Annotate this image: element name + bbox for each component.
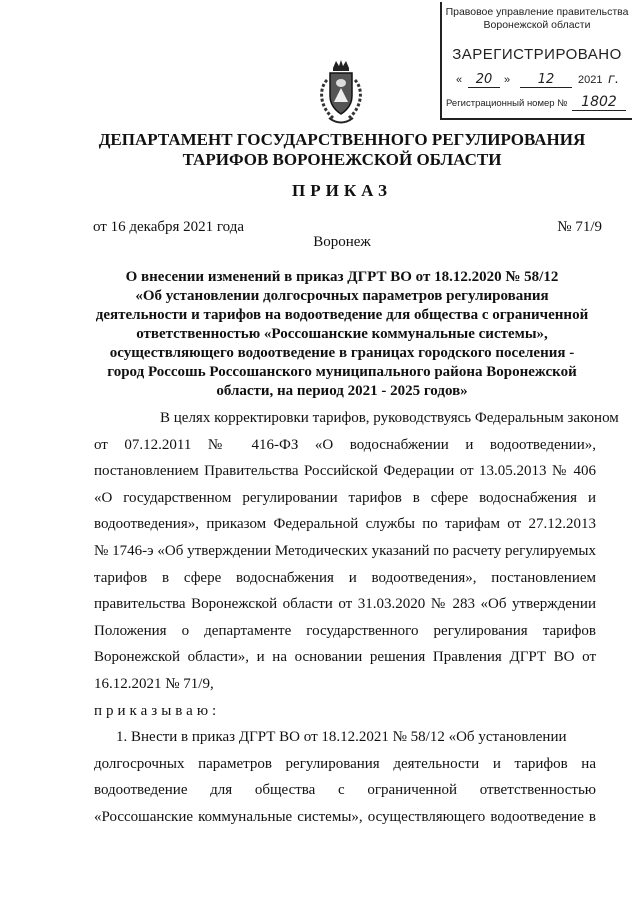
- registration-stamp: [440, 2, 632, 120]
- document-subject: [90, 268, 594, 401]
- document-city: Воронеж: [313, 234, 371, 250]
- item-1-line: «Россошанские коммунальные системы», осуществляющего водоотведение в: [94, 808, 596, 825]
- item-1-line: долгосрочных параметров регулирования деятельности и тарифов на: [94, 755, 596, 772]
- item-1-line: 1. Внести в приказ ДГРТ ВО от 18.12.2021 № 58/12 «Об установлении: [116, 729, 567, 745]
- stamp-year: 2021: [578, 74, 603, 86]
- document-number: № 71/9: [557, 219, 602, 235]
- document-date: от 16 декабря 2021 года: [93, 219, 245, 235]
- subject-line: «Об установлении долгосрочных параметров регулирования: [135, 288, 549, 304]
- stamp-org-line2: Воронежской области: [483, 19, 591, 31]
- preamble-line: постановлением Правительства Российской Федерации от 13.05.2013 № 406: [94, 463, 596, 480]
- item-1-line: водоотведение для общества с ограниченной ответственностью: [94, 782, 596, 799]
- stamp-registered-label: ЗАРЕГИСТРИРОВАНО: [452, 46, 622, 63]
- decree-word: приказываю:: [94, 702, 221, 719]
- preamble-line: правительства Воронежской области от 31.03.2020 № 283 «Об утверждении: [94, 596, 596, 613]
- coat-of-arms-icon: [313, 58, 369, 126]
- preamble-line: № 1746-э «Об утверждении Методических указаний по расчету регулируемых: [94, 542, 596, 559]
- department-title: [90, 130, 594, 170]
- department-title-line1: ДЕПАРТАМЕНТ ГОСУДАРСТВЕННОГО РЕГУЛИРОВАНИЯ: [98, 130, 586, 149]
- stamp-day: 20: [468, 72, 500, 88]
- preamble-line: от 07.12.2011 № 416-ФЗ «О водоснабжении и водоотведении»,: [94, 436, 596, 453]
- preamble-line: тарифов в сфере водоснабжения и водоотведения», постановлением: [94, 569, 596, 586]
- preamble-line: водоотведения», приказом Федеральной службы по тарифам от 27.12.2013: [94, 516, 596, 533]
- stamp-reg-label: Регистрационный номер №: [446, 98, 568, 109]
- document-type: ПРИКАЗ: [292, 181, 392, 200]
- preamble-line: В целях корректировки тарифов, руководствуясь Федеральным законом: [160, 410, 619, 426]
- subject-line: О внесении изменений в приказ ДГРТ ВО от 18.12.2020 № 58/12: [125, 269, 559, 285]
- subject-line: ответственностью «Россошанские коммунальные системы»,: [136, 326, 548, 342]
- subject-line: деятельности и тарифов на водоотведение для общества с ограниченной: [95, 307, 589, 323]
- stamp-reg-number-row: [446, 94, 630, 114]
- preamble-line: 16.12.2021 № 71/9,: [94, 675, 214, 692]
- stamp-month: 12: [520, 72, 572, 88]
- subject-line: области, на период 2021 - 2025 годов»: [216, 383, 468, 399]
- preamble-line: «О государственном регулировании тарифов в сфере водоснабжения и: [94, 489, 596, 506]
- stamp-reg-number: 1802: [572, 94, 626, 111]
- preamble-paragraph: [94, 405, 619, 724]
- stamp-date: [450, 74, 626, 90]
- department-title-line2: ТАРИФОВ ВОРОНЕЖСКОЙ ОБЛАСТИ: [182, 150, 502, 169]
- preamble-line: Положения о департаменте государственного регулирования тарифов: [94, 622, 596, 639]
- preamble-line: Воронежской области», и на основании решения Правления ДГРТ ВО от: [94, 649, 596, 666]
- stamp-quote-open: «: [456, 74, 463, 86]
- subject-line: город Россошь Россошанского муниципального района Воронежской: [107, 364, 577, 380]
- stamp-org-line1: Правовое управление правительства: [445, 6, 629, 18]
- item-1-paragraph: [94, 724, 596, 830]
- stamp-year-suffix: г.: [608, 72, 619, 87]
- subject-line: осуществляющего водоотведение в границах городского поселения -: [109, 345, 575, 361]
- stamp-quote-close: »: [504, 74, 511, 86]
